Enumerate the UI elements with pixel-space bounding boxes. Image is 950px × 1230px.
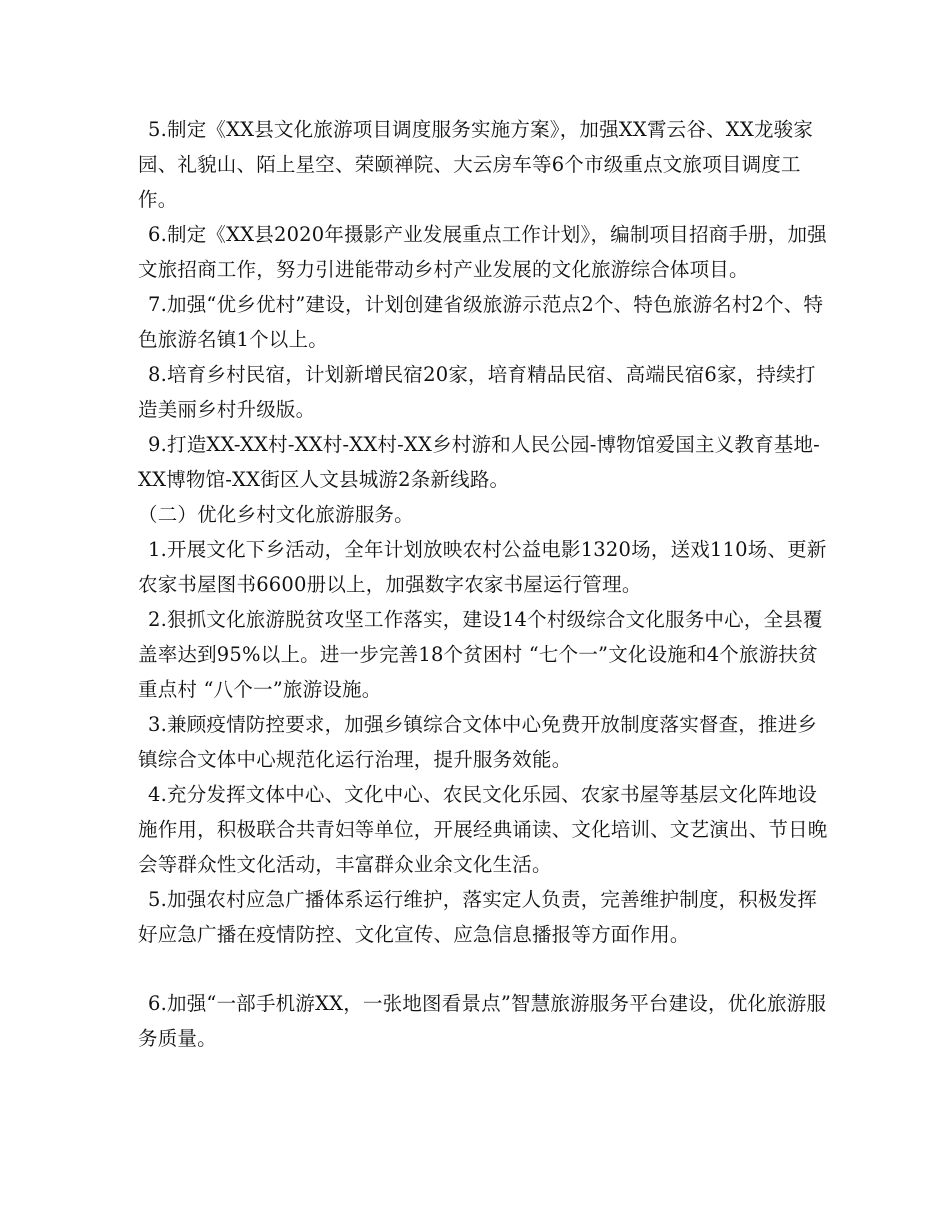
document-body bbox=[138, 112, 828, 1056]
paragraph-item-2-poverty-alleviation: 2.狠抓文化旅游脱贫攻坚工作落实，建设14个村级综合文化服务中心，全县覆盖率达到95%以上。进一步完善18个贫困村 “七个一”文化设施和4个旅游扶贫重点村 “八个一”旅游设施。 bbox=[138, 608, 823, 701]
paragraph-item-5-project-scheduling: 5.制定《XX县文化旅游项目调度服务实施方案》，加强XX霄云谷、XX龙骏家园、礼貌山、陌上星空、荣颐禅院、大云房车等6个市级重点文旅项目调度工作。 bbox=[138, 118, 814, 211]
section-heading-optimize-services: （二）优化乡村文化旅游服务。 bbox=[138, 503, 414, 526]
paragraph-item-3-epidemic-prevention: 3.兼顾疫情防控要求，加强乡镇综合文体中心免费开放制度落实督查，推进乡镇综合文体中心规范化运行治理，提升服务效能。 bbox=[138, 713, 818, 771]
paragraph-item-9-tour-routes: 9.打造XX-XX村-XX村-XX村-XX乡村游和人民公园-博物馆爱国主义教育基地-XX博物馆-XX街区人文县城游2条新线路。 bbox=[138, 433, 820, 491]
paragraph-item-1-culture-to-countryside: 1.开展文化下乡活动，全年计划放映农村公益电影1320场，送戏110场、更新农家书屋图书6600册以上，加强数字农家书屋运行管理。 bbox=[138, 538, 827, 596]
paragraph-item-4-cultural-centers: 4.充分发挥文体中心、文化中心、农民文化乐园、农家书屋等基层文化阵地设施作用，积极联合共青妇等单位，开展经典诵读、文化培训、文艺演出、节日晚会等群众性文化活动，丰富群众业余文化生活。 bbox=[138, 783, 828, 876]
paragraph-item-7-village-construction: 7.加强“优乡优村”建设，计划创建省级旅游示范点2个、特色旅游名村2个、特色旅游名镇1个以上。 bbox=[138, 293, 824, 351]
paragraph-item-6-investment-plan: 6.制定《XX县2020年摄影产业发展重点工作计划》，编制项目招商手册，加强文旅招商工作，努力引进能带动乡村产业发展的文化旅游综合体项目。 bbox=[138, 223, 827, 281]
paragraph-item-8-homestays: 8.培育乡村民宿，计划新增民宿20家，培育精品民宿、高端民宿6家，持续打造美丽乡村升级版。 bbox=[138, 363, 816, 421]
paragraph-item-5-emergency-broadcast: 5.加强农村应急广播体系运行维护，落实定人负责，完善维护制度，积极发挥好应急广播在疫情防控、文化宣传、应急信息播报等方面作用。 bbox=[138, 888, 818, 946]
paragraph-gap bbox=[138, 952, 828, 986]
paragraph-item-6-smart-tourism: 6.加强“一部手机游XX，一张地图看景点”智慧旅游服务平台建设，优化旅游服务质量。 bbox=[138, 992, 827, 1050]
